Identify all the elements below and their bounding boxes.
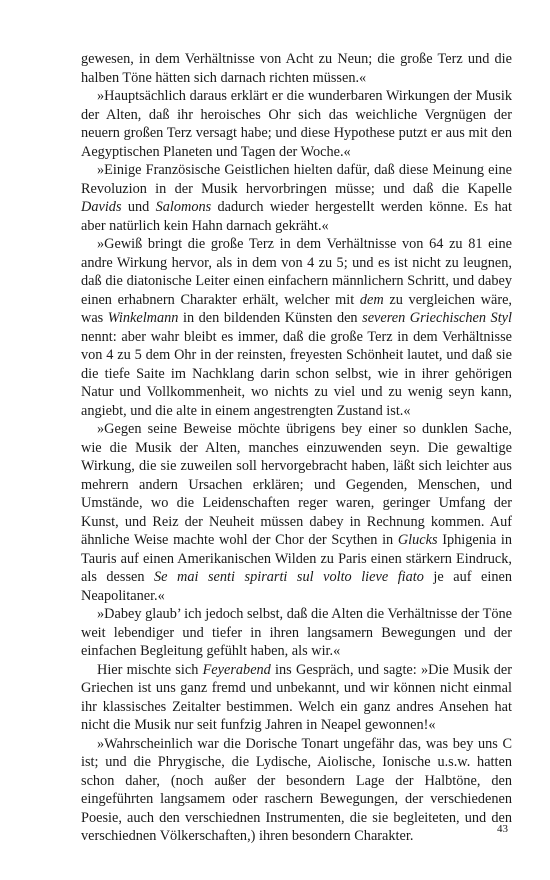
paragraph xyxy=(81,161,512,235)
text-segment: nennt: aber wahr bleibt es immer, daß die große Terz in dem Verhältnisse von 4 zu 5 dem Ohr in der reinsten, freyesten Schönheit lautet, und daß sie die tiefe Saite im Nachklang darin schon selbst, wie in ihrer gehörigen Natur und Vollkommenheit, wo nichts zu viel und zu wenig seyn kann, angiebt, und die alte in einem angestrengten Zustand ist.« xyxy=(81,328,512,419)
italic-text: Winkelmann xyxy=(107,310,179,326)
page-number: 43 xyxy=(497,823,508,835)
text-segment: je auf einen Neapolitaner.« xyxy=(81,569,512,604)
italic-text: Davids xyxy=(81,199,122,215)
text-segment: dadurch wieder hergestellt werden könne. Es hat aber natürlich kein Hahn darnach gekräht.« xyxy=(81,199,512,234)
text-segment: ins Gespräch, und sagte: »Die Musik der Griechen ist uns ganz fremd und unbekannt, und wir können nicht einmal ihr klassisches Zeitalter bestimmen. Welch ein ganz andres Ansehen hat nicht die Musik nur seit funfzig Jahren in Neapel gewonnen!« xyxy=(81,661,512,733)
text-segment: zu vergleichen wäre, was xyxy=(81,291,512,326)
page-body xyxy=(81,50,512,846)
text-segment: »Wahrscheinlich war die Dorische Tonart ungefähr das, was bey uns C ist; und die Phrygische, die Lydische, Aiolische, Ionische u.s.w. hatten schon daher, (noch außer der besondern Lage der Halbtöne, den eingeführten langsamem oder raschern Bewegungen, der verschiedenen Poesie, auch den verschiednen Instrumenten, die sie begleiteten, und den verschiednen Völkerschaften,) ihren besondern Charakter. xyxy=(81,735,512,844)
text-segment: »Gegen seine Beweise möchte übrigens bey einer so dunklen Sache, wie die Musik der Alten, manches einzuwenden seyn. Die gewaltige Wirkung, die sie zuweilen soll hervorgebracht haben, läßt sich leichter aus mehrern andern Ursachen erklären; und Gegenden, Menschen, und Umstände, wo die Leidenschaften reger waren, geringer Umfang der Kunst, und Reiz der Neuheit müssen dabey in Rechnung kommen. Auf ähnliche Weise machte wohl der Chor der Scythen in xyxy=(81,421,512,548)
paragraph xyxy=(81,235,512,420)
paragraph xyxy=(81,605,512,661)
text-segment: »Dabey glaub’ ich jedoch selbst, daß die Alten die Verhältnisse der Töne weit lebendiger und tiefer in ihren langsamern Bewegungen und der einfachen Begleitung gefühlt haben, als wir.« xyxy=(81,606,512,659)
text-segment: »Gewiß bringt die große Terz in dem Verhältnisse von 64 zu 81 eine andre Wirkung hervor, als in dem von 4 zu 5; und es ist nicht zu leugnen, daß die diatonische Leiter einen einfachern männlichern Schritt, und dabey einen erhabnern Charakter erhält, welcher mit xyxy=(81,236,512,308)
text-segment: gewesen, in dem Verhältnisse von Acht zu Neun; die große Terz und die halben Töne hätten sich darnach richten müssen.« xyxy=(81,51,512,86)
paragraph xyxy=(81,87,512,161)
text-segment: Iphigenia in Tauris auf einen Amerikanischen Wilden zu Paris einen stärkern Eindruck, als dessen xyxy=(81,532,512,585)
paragraph xyxy=(81,420,512,605)
text-segment: »Einige Französische Geistlichen hielten dafür, daß diese Meinung eine Revoluzion in der Musik hervorbringen müsse; und daß die Kapelle xyxy=(81,162,512,197)
text-segment: Hier mischte sich xyxy=(97,661,203,678)
paragraph xyxy=(81,735,512,846)
italic-text: Salomons xyxy=(155,199,212,215)
italic-text: severen Griechischen Styl xyxy=(362,310,512,326)
text-segment: in den bildenden Künsten den xyxy=(178,310,363,326)
italic-text: dem xyxy=(359,291,384,308)
paragraph xyxy=(81,50,512,87)
italic-text: Glucks xyxy=(397,532,438,548)
italic-text: Feyerabend xyxy=(202,661,271,678)
text-segment: »Hauptsächlich daraus erklärt er die wunderbaren Wirkungen der Musik der Alten, daß ihr heroisches Ohr sich das weichliche Vergnügen der neuern großen Terz versagt habe; und diese Hypothese putzt er aus mit den Aegyptischen Planeten und Tagen der Woche.« xyxy=(81,88,512,160)
text-segment: und xyxy=(121,199,156,215)
paragraph xyxy=(81,661,512,735)
italic-text: Se mai senti spirarti sul volto lieve fiato xyxy=(154,569,424,585)
